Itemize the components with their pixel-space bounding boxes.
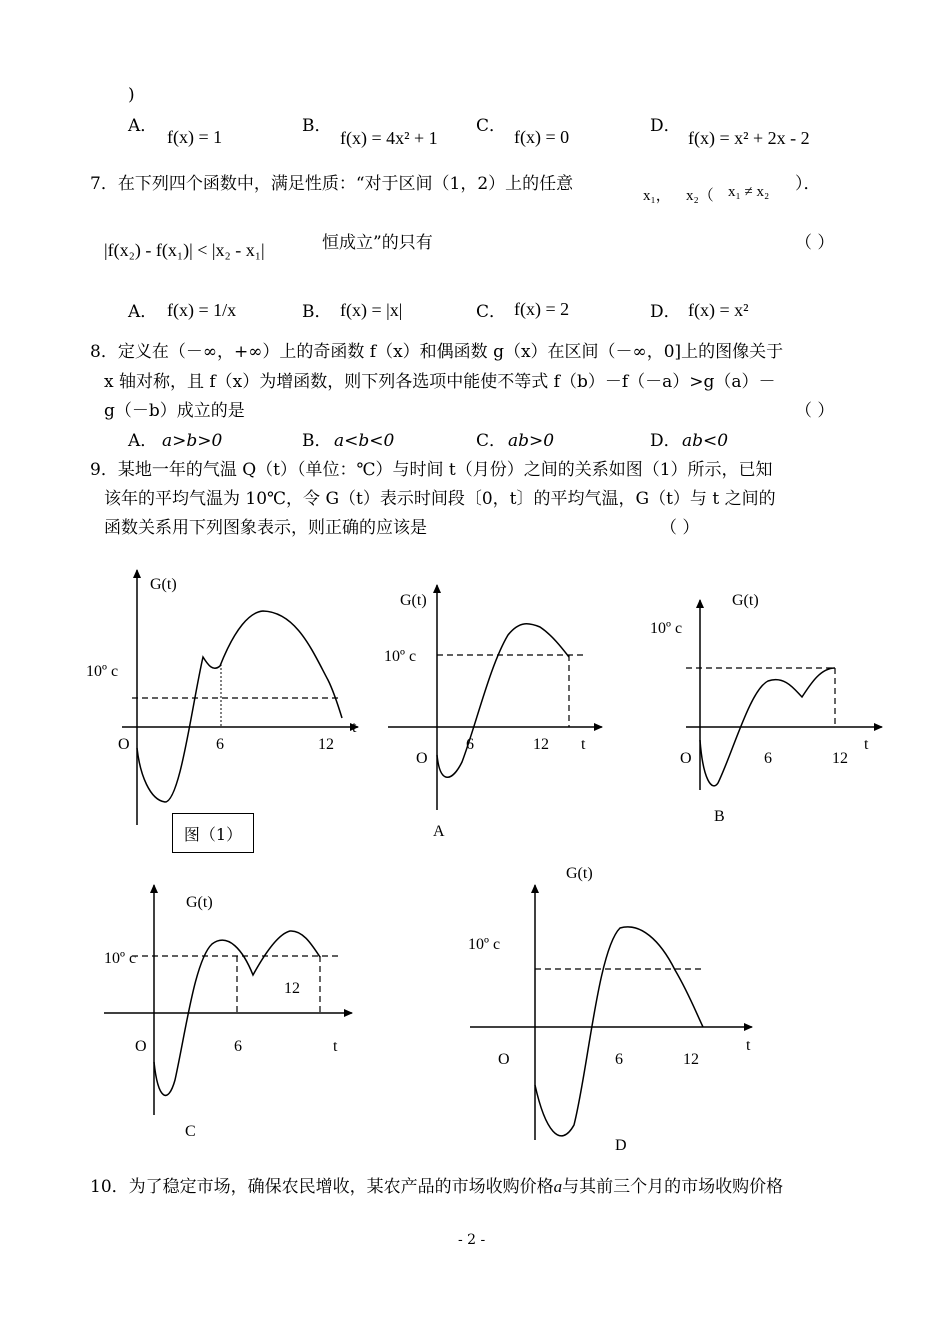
q10-line1 xyxy=(90,1176,783,1198)
q7-option-b-expr: f(x) = |x| xyxy=(340,300,403,320)
figure-b-tick-12: 12 xyxy=(832,750,848,767)
q6-option-d-letter: D． xyxy=(650,116,681,136)
figure-b-caption: B xyxy=(714,808,725,825)
q8-option-c-letter: C． xyxy=(476,431,507,451)
figure-b-ten-label: 10º c xyxy=(650,620,683,637)
q6-tail: ) xyxy=(128,85,135,105)
figure-a-ylabel: G(t) xyxy=(400,592,427,609)
figure-d-tick-6: 6 xyxy=(615,1051,623,1068)
figure-1-ten-label: 10º c xyxy=(86,663,119,680)
figure-d-caption: D xyxy=(615,1137,627,1154)
figure-b-ylabel: G(t) xyxy=(732,592,759,609)
figure-1-tick-12: 12 xyxy=(318,736,334,753)
figure-a-tick-6: 6 xyxy=(466,736,474,753)
figure-c-origin-label: O xyxy=(135,1038,147,1055)
q6-option-b-expr: f(x) = 4x² + 1 xyxy=(340,128,438,148)
q10-line1-text: 10．为了稳定市场，确保农民增收，某农产品的市场收购价格 xyxy=(90,1177,554,1197)
q7-option-c-letter: C． xyxy=(476,302,507,322)
q8-option-b-expr: a<b<0 xyxy=(334,431,395,451)
figure-c-graph xyxy=(104,885,352,1115)
q7-answer-paren: （ ） xyxy=(795,233,835,253)
q7-option-c-expr: f(x) = 2 xyxy=(514,299,570,319)
q8-option-d-expr: ab<0 xyxy=(682,431,729,451)
q7-option-d-expr: f(x) = x² xyxy=(688,300,749,320)
figure-d-origin-label: O xyxy=(498,1051,510,1068)
q8-option-c-expr: ab>0 xyxy=(508,431,555,451)
q8-line2: x 轴对称，且 f（x）为增函数，则下列各选项中能使不等式 f（b）－f（－a）>g（a）－ xyxy=(104,372,776,392)
figure-d-tick-12: 12 xyxy=(683,1051,699,1068)
figure-c-caption: C xyxy=(185,1123,196,1140)
figure-c-tick-6: 6 xyxy=(234,1038,242,1055)
q7-option-b-letter: B． xyxy=(302,302,332,322)
q8-option-a-letter: A． xyxy=(128,431,158,451)
q8-option-d-letter: D． xyxy=(650,431,681,451)
q6-option-a-expr: f(x) = 1 xyxy=(167,127,223,147)
q7-option-a-expr: f(x) = 1/x xyxy=(167,300,237,320)
figure-1-ylabel: G(t) xyxy=(150,576,177,593)
q10-line1b-text: 与其前三个月的市场收购价格 xyxy=(562,1177,784,1197)
q9-line3: 函数关系用下列图象表示，则正确的应该是 xyxy=(104,518,427,538)
figure-1-tick-6: 6 xyxy=(216,736,224,753)
figure-a-tick-12: 12 xyxy=(533,736,549,753)
figure-d-graph xyxy=(470,885,752,1140)
figure-a-origin-label: O xyxy=(416,750,428,767)
q7-line1: 7．在下列四个函数中，满足性质：“对于区间（1，2）上的任意 xyxy=(90,174,574,194)
q7-close: ）． xyxy=(795,174,821,194)
figure-a-graph xyxy=(388,585,602,810)
figure-1-t-label: t xyxy=(352,719,357,736)
q7-line2: 恒成立”的只有 xyxy=(322,233,433,253)
figure-1-graph xyxy=(122,570,358,825)
q8-option-a-expr: a>b>0 xyxy=(162,431,223,451)
q9-line2: 该年的平均气温为 10℃，令 G（t）表示时间段〔0，t〕的平均气温，G（t）与 t 之间的 xyxy=(104,489,776,509)
figure-1-caption: 图（1） xyxy=(172,813,254,853)
q7-inequality: |f(x₂) - f(x₁)| < |x₂ - x₁| xyxy=(104,240,265,260)
page-number: - 2 - xyxy=(458,1232,486,1248)
figure-c-ylabel: G(t) xyxy=(186,894,213,911)
figure-b-graph xyxy=(686,600,882,790)
figure-b-origin-label: O xyxy=(680,750,692,767)
figure-a-caption: A xyxy=(433,823,445,840)
q6-option-d-expr: f(x) = x² + 2x - 2 xyxy=(688,128,810,148)
figure-1-origin-label: O xyxy=(118,736,130,753)
q8-line3: g（－b）成立的是 xyxy=(104,401,245,421)
q7-cond: x₁ ≠ x₂ xyxy=(728,184,770,200)
figure-a-t-label: t xyxy=(581,736,586,753)
figure-c-ten-label: 10º c xyxy=(104,950,137,967)
figure-c-t-label: t xyxy=(333,1038,338,1055)
q8-line1: 8．定义在（－∞，+∞）上的奇函数 f（x）和偶函数 g（x）在区间（－∞，0]上的图像关于 xyxy=(90,342,784,362)
figure-a-curve xyxy=(437,624,569,778)
q7-option-a-letter: A． xyxy=(128,302,158,322)
figure-b-tick-6: 6 xyxy=(764,750,772,767)
q8-option-b-letter: B． xyxy=(302,431,332,451)
q8-answer-paren: （ ） xyxy=(795,401,835,421)
q6-option-b-letter: B． xyxy=(302,116,332,136)
q7-x1: x₁， xyxy=(643,188,671,204)
q7-x2: x₂（ xyxy=(686,188,714,204)
q9-line1: 9．某地一年的气温 Q（t）（单位：℃）与时间 t（月份）之间的关系如图（1）所示，已知 xyxy=(90,460,773,480)
q7-option-d-letter: D． xyxy=(650,302,681,322)
q6-option-c-expr: f(x) = 0 xyxy=(514,127,570,147)
figure-d-ten-label: 10º c xyxy=(468,936,501,953)
figure-1-curve xyxy=(137,611,342,802)
figure-d-ylabel: G(t) xyxy=(566,865,593,882)
figure-d-t-label: t xyxy=(746,1037,751,1054)
q9-answer-paren: （ ） xyxy=(660,518,700,538)
q10-a-symbol: a xyxy=(553,1177,563,1196)
figure-c-tick-12: 12 xyxy=(284,980,300,997)
q6-option-a-letter: A． xyxy=(128,116,158,136)
q6-option-c-letter: C． xyxy=(476,116,507,136)
figure-a-ten-label: 10º c xyxy=(384,648,417,665)
figure-d-curve xyxy=(535,927,703,1136)
figure-b-t-label: t xyxy=(864,736,869,753)
